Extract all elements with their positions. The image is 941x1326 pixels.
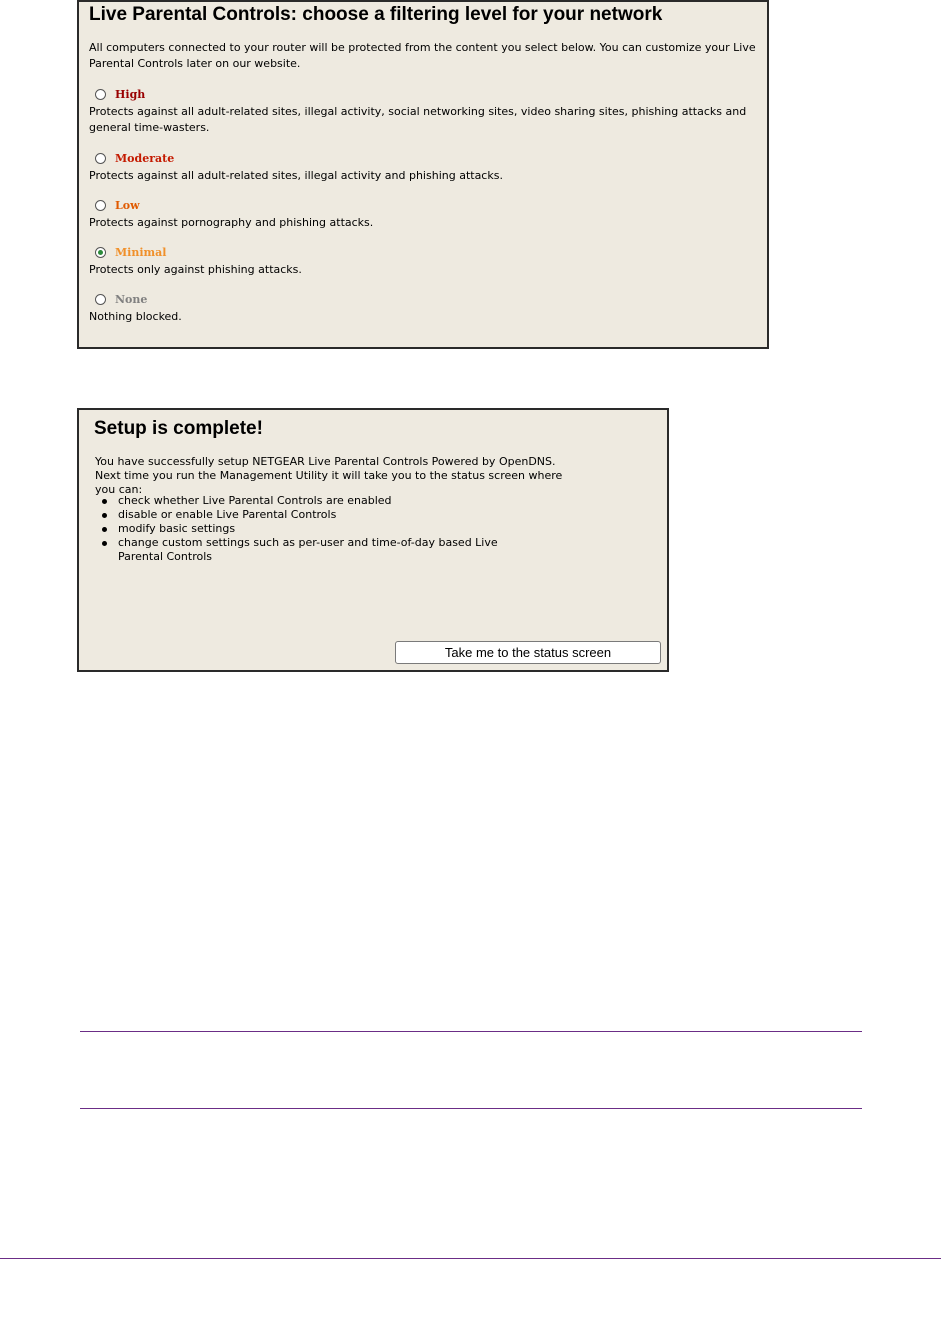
option-none[interactable] [89, 291, 759, 325]
option-label[interactable]: Moderate [115, 151, 175, 165]
moderate-radio-button[interactable] [95, 153, 106, 164]
option-moderate[interactable] [89, 150, 759, 184]
setup-complete-title: Setup is complete! [94, 418, 263, 439]
option-description: Protects against all adult-related sites, illegal activity, social networking sites, video sharing sites, phishing attacks and general time-wasters. [89, 105, 747, 134]
feature-list [95, 494, 525, 564]
low-radio-button[interactable] [95, 200, 106, 211]
setup-complete-intro: You have successfully setup NETGEAR Live Parental Controls Powered by OpenDNS. Next time you run the Management Utility it will take you to the status screen where you can: [95, 455, 563, 496]
list-item: check whether Live Parental Controls are enabled [95, 494, 525, 508]
option-description: Nothing blocked. [89, 310, 182, 323]
option-label[interactable]: Low [115, 198, 140, 212]
option-high[interactable] [89, 86, 759, 136]
option-label[interactable]: High [115, 87, 146, 101]
list-item: change custom settings such as per-user and time-of-day based Live Parental Controls [95, 536, 525, 564]
option-label[interactable]: Minimal [115, 245, 167, 259]
divider-bottom [80, 1108, 862, 1109]
page-footer-rule [0, 1258, 941, 1259]
list-item: disable or enable Live Parental Controls [95, 508, 525, 522]
option-description: Protects only against phishing attacks. [89, 263, 302, 276]
option-low[interactable] [89, 197, 759, 231]
setup-complete-panel [77, 408, 669, 672]
option-description: Protects against pornography and phishing attacks. [89, 216, 374, 229]
minimal-radio-button[interactable] [95, 247, 106, 258]
filtering-panel-title: Live Parental Controls: choose a filtering level for your network [89, 4, 663, 25]
divider-top [80, 1031, 862, 1032]
status-screen-button[interactable]: Take me to the status screen [395, 641, 661, 664]
high-radio-button[interactable] [95, 89, 106, 100]
list-item: modify basic settings [95, 522, 525, 536]
filtering-level-panel [77, 0, 769, 349]
option-minimal[interactable] [89, 244, 759, 278]
none-radio-button[interactable] [95, 294, 106, 305]
option-description: Protects against all adult-related sites, illegal activity and phishing attacks. [89, 169, 503, 182]
option-label[interactable]: None [115, 292, 148, 306]
filtering-panel-intro: All computers connected to your router will be protected from the content you select below. You can customize your Live Parental Controls later on our website. [89, 41, 756, 70]
